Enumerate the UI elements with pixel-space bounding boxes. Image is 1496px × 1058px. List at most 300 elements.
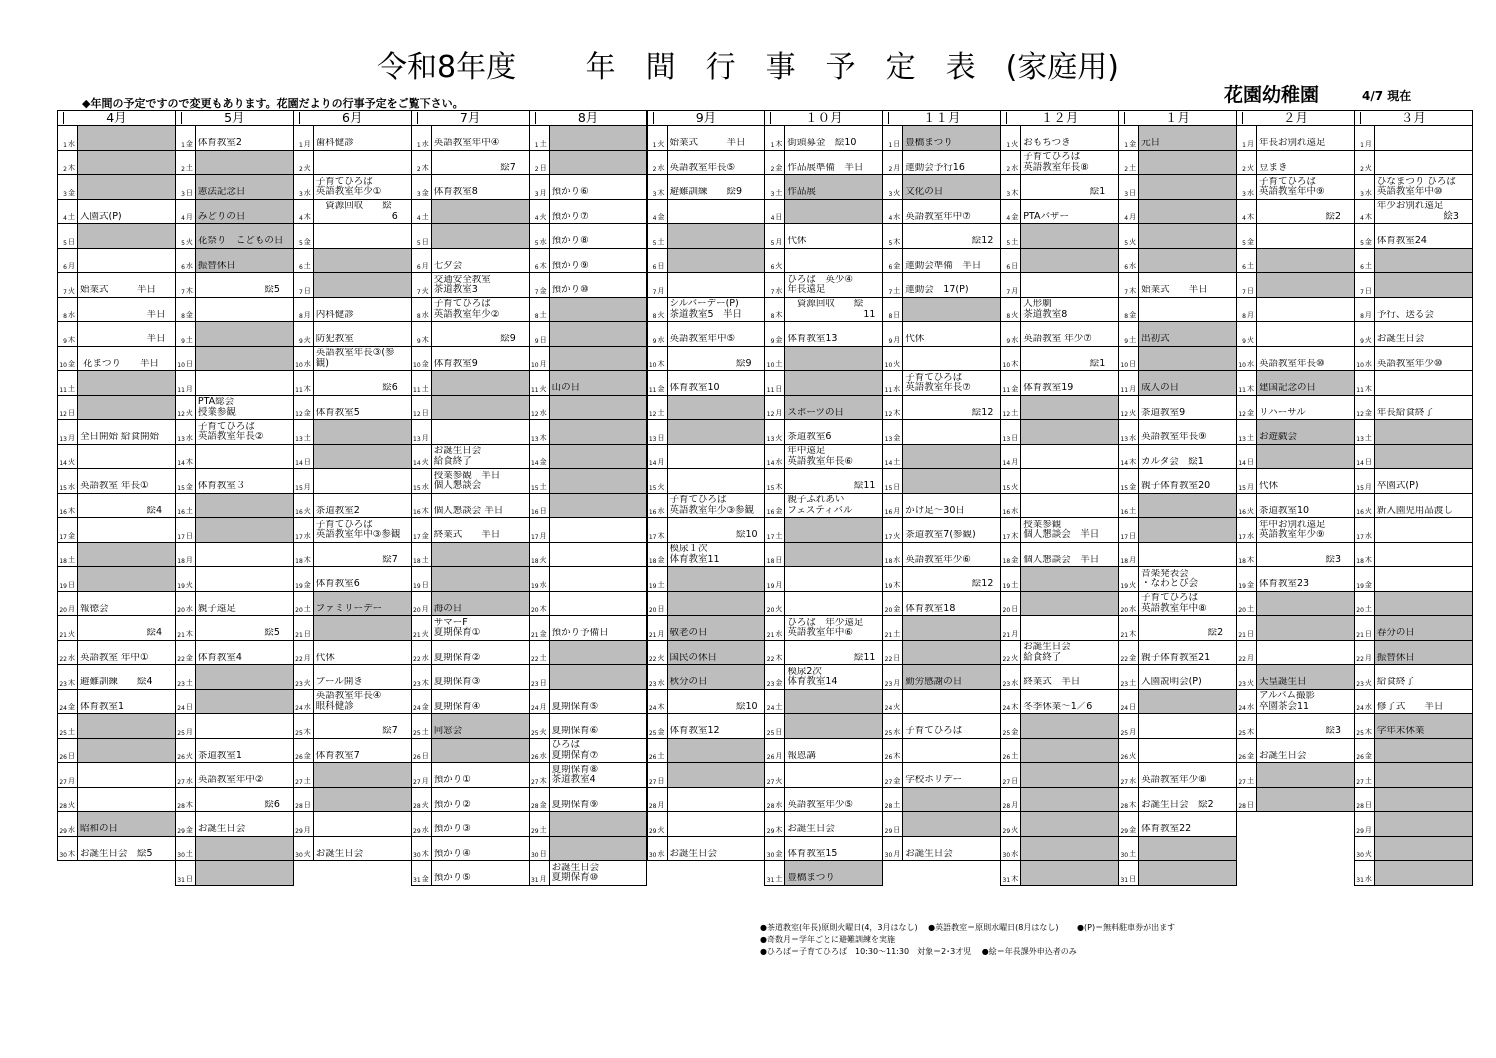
cell-divider: [784, 371, 785, 395]
day-cell: [175, 200, 294, 225]
day-of-week: 水: [68, 139, 75, 148]
day-cell: [1236, 641, 1355, 666]
day-cell: [882, 494, 1001, 519]
day-number: 25: [884, 729, 893, 737]
day-of-week: 土: [1364, 433, 1372, 442]
day-of-week: 木: [893, 237, 901, 246]
cell-divider: [195, 518, 196, 542]
day-of-week: 日: [657, 776, 665, 785]
day-number: 22: [59, 656, 67, 663]
day-of-week: 土: [893, 629, 901, 638]
day-number: 28: [884, 803, 893, 810]
day-of-week: 水: [303, 703, 311, 711]
day-cell: [647, 445, 766, 470]
day-of-week: 土: [421, 727, 429, 736]
holiday-shading: [432, 371, 529, 395]
day-cell: [293, 665, 412, 690]
day-of-week: 水: [1247, 188, 1254, 197]
holiday-shading: [1257, 249, 1354, 273]
day-number: 24: [530, 705, 539, 712]
cell-divider: [902, 518, 903, 542]
day-number: 4: [298, 215, 303, 222]
day-number: 27: [648, 778, 657, 786]
day-of-week: 日: [1129, 188, 1137, 197]
cell-divider: [1256, 249, 1257, 273]
day-number: 17: [1002, 533, 1011, 541]
day-of-week: 土: [893, 458, 901, 466]
day-number: 23: [530, 680, 539, 688]
cell-divider: [784, 445, 785, 469]
day-number: 29: [530, 827, 539, 835]
day-number: 30: [648, 852, 657, 859]
day-number: 23: [59, 680, 67, 688]
day-number: 24: [1356, 705, 1364, 712]
day-of-week: 火: [68, 801, 75, 809]
day-of-week: 日: [185, 703, 193, 711]
cell-divider: [1256, 175, 1257, 199]
day-cell: [293, 714, 412, 739]
cell-divider: [313, 224, 314, 248]
cell-divider: [77, 714, 78, 738]
event-text: 体育教室6: [315, 579, 360, 589]
cell-divider: [1374, 616, 1375, 640]
day-number: 29: [177, 827, 185, 835]
event-text: 夏期保育⑧ 茶道教室4: [551, 764, 599, 785]
day-cell: [882, 616, 1001, 641]
cell-divider: [549, 714, 550, 738]
cell-divider: [77, 494, 78, 518]
day-cell: [1000, 151, 1119, 176]
day-of-week: 水: [539, 580, 547, 589]
day-cell: [293, 469, 412, 494]
day-number: 1: [1242, 141, 1246, 149]
day-cell: [411, 690, 530, 715]
cell-divider: [667, 690, 668, 714]
cell-divider: [431, 298, 432, 322]
event-text: 交通安全教室 茶道教室3: [433, 274, 491, 295]
cell-divider: [667, 249, 668, 273]
day-of-week: 木: [1364, 384, 1372, 393]
cell-divider: [667, 543, 668, 567]
day-of-week: 木: [1247, 213, 1254, 221]
day-cell: [57, 200, 176, 225]
cell-divider: [784, 616, 785, 640]
cell-divider: [77, 298, 78, 322]
day-cell: [647, 665, 766, 690]
day-of-week: 土: [893, 286, 901, 295]
cell-divider: [195, 298, 196, 322]
day-of-week: 木: [657, 531, 665, 540]
day-cell: [1000, 469, 1119, 494]
day-number: 30: [766, 852, 775, 859]
day-of-week: 金: [421, 360, 429, 368]
event-text: 年中遠足 英語教室年長⑥: [787, 446, 853, 467]
day-number: 31: [177, 876, 185, 884]
cell-divider: [1138, 420, 1139, 444]
cell-divider: [195, 567, 196, 591]
day-number: 16: [648, 509, 657, 516]
day-cell: [882, 273, 1001, 298]
cell-divider: [667, 347, 668, 371]
day-of-week: 月: [1011, 458, 1019, 466]
cell-divider: [549, 371, 550, 395]
day-number: 26: [295, 754, 303, 761]
cell-divider: [784, 812, 785, 836]
day-of-week: 水: [1011, 507, 1019, 515]
day-cell: [293, 690, 412, 715]
holiday-shading: [1375, 592, 1472, 616]
day-of-week: 火: [303, 335, 311, 344]
event-text: 子育てひろば 英語教室年少③参観: [669, 495, 755, 516]
event-text: 絵4: [80, 628, 163, 638]
event-text: 修了式 半日: [1376, 701, 1444, 712]
cell-divider: [1020, 151, 1021, 175]
day-number: 24: [413, 705, 421, 712]
cell-divider: [1020, 445, 1021, 469]
cell-divider: [1020, 592, 1021, 616]
header-divider: [412, 112, 418, 124]
cell-divider: [902, 175, 903, 199]
day-number: 26: [413, 754, 421, 761]
day-cell: [647, 322, 766, 347]
day-number: 7: [1006, 288, 1011, 296]
day-cell: [1354, 861, 1473, 886]
event-text: 体育教室22: [1141, 824, 1192, 834]
day-number: 14: [59, 460, 67, 467]
day-number: 21: [530, 631, 539, 639]
day-of-week: 月: [657, 801, 665, 809]
month-header: [529, 110, 648, 126]
day-number: 2: [534, 166, 539, 173]
cell-divider: [1138, 641, 1139, 665]
cell-divider: [313, 175, 314, 199]
day-of-week: 火: [657, 482, 665, 491]
cell-divider: [1374, 249, 1375, 273]
day-number: 15: [1002, 484, 1011, 492]
day-number: 10: [413, 362, 421, 369]
day-cell: [764, 665, 883, 690]
day-number: 26: [1120, 754, 1129, 761]
day-of-week: 金: [68, 531, 75, 540]
day-of-week: 土: [1129, 678, 1137, 687]
day-cell: [764, 788, 883, 813]
cell-divider: [195, 396, 196, 420]
day-of-week: 土: [657, 409, 665, 417]
event-text: PTA総会 授業参観: [197, 397, 236, 418]
day-of-week: 木: [893, 409, 901, 417]
day-of-week: 土: [1247, 605, 1254, 613]
day-of-week: 土: [539, 311, 547, 319]
day-of-week: 土: [68, 556, 75, 564]
day-cell: [411, 543, 530, 568]
event-text: かけ足～30日: [905, 505, 965, 516]
cell-divider: [431, 445, 432, 469]
day-of-week: 月: [539, 703, 547, 711]
cell-divider: [549, 592, 550, 616]
day-of-week: 金: [68, 360, 75, 368]
day-of-week: 金: [1129, 482, 1137, 491]
holiday-shading: [785, 371, 882, 395]
day-number: 12: [177, 411, 185, 418]
day-cell: [175, 420, 294, 445]
cell-divider: [1138, 861, 1139, 885]
cell-divider: [1374, 861, 1375, 885]
cell-divider: [1020, 567, 1021, 591]
holiday-shading: [1139, 175, 1236, 199]
day-of-week: 土: [539, 654, 547, 662]
cell-divider: [1374, 151, 1375, 175]
cell-divider: [77, 616, 78, 640]
holiday-shading: [550, 298, 647, 322]
day-of-week: 金: [68, 188, 75, 197]
day-cell: [57, 151, 176, 176]
holiday-shading: [314, 763, 411, 787]
cell-divider: [77, 347, 78, 371]
cell-divider: [549, 224, 550, 248]
day-number: 18: [59, 558, 67, 565]
day-number: 25: [59, 729, 67, 737]
day-number: 14: [1238, 460, 1246, 467]
day-number: 10: [59, 362, 67, 369]
day-number: 8: [534, 313, 539, 320]
day-cell: [1118, 347, 1237, 372]
event-text: 預かり⑦: [551, 211, 589, 222]
cell-divider: [431, 494, 432, 518]
day-of-week: 木: [185, 801, 193, 809]
day-number: 27: [295, 778, 303, 786]
day-cell: [293, 420, 412, 445]
day-number: 30: [413, 852, 421, 859]
day-cell: [647, 592, 766, 617]
day-cell: [764, 469, 883, 494]
day-cell: [411, 665, 530, 690]
day-number: 28: [766, 803, 775, 810]
day-cell: [882, 788, 1001, 813]
day-cell: [1000, 788, 1119, 813]
day-number: 27: [177, 778, 185, 786]
day-cell: [764, 175, 883, 200]
event-text: 絵3: [1259, 554, 1342, 565]
day-cell: [411, 445, 530, 470]
day-cell: [57, 837, 176, 862]
day-number: 21: [648, 631, 657, 639]
day-cell: [57, 567, 176, 592]
school-name: 花園幼稚園: [1224, 84, 1320, 106]
day-cell: [411, 763, 530, 788]
day-number: 28: [413, 803, 421, 810]
day-number: 20: [1002, 607, 1011, 614]
day-cell: [647, 371, 766, 396]
day-of-week: 日: [1247, 458, 1254, 466]
event-text: 代休: [315, 652, 335, 663]
cell-divider: [195, 249, 196, 273]
holiday-shading: [1375, 445, 1472, 469]
month-label: ３月: [1400, 110, 1426, 125]
event-text: 海の日: [433, 603, 463, 614]
cell-divider: [1256, 224, 1257, 248]
cell-divider: [195, 739, 196, 763]
day-cell: [175, 371, 294, 396]
holiday-shading: [1139, 861, 1236, 885]
day-cell: [529, 861, 648, 886]
cell-divider: [313, 200, 314, 224]
cell-divider: [784, 861, 785, 885]
event-text: 絵4: [80, 505, 163, 516]
day-cell: [1236, 665, 1355, 690]
day-of-week: 土: [1011, 752, 1019, 760]
day-of-week: 日: [775, 727, 783, 736]
event-text: 学年末休業: [1376, 726, 1425, 736]
holiday-shading: [78, 175, 175, 199]
day-of-week: 木: [68, 335, 75, 344]
day-of-week: 金: [657, 213, 665, 221]
day-number: 4: [1360, 215, 1364, 222]
day-number: 17: [884, 533, 893, 541]
day-cell: [1236, 445, 1355, 470]
day-of-week: 土: [1247, 433, 1254, 442]
day-number: 16: [1002, 509, 1011, 516]
holiday-shading: [550, 494, 647, 518]
day-number: 30: [1120, 852, 1129, 859]
day-of-week: 金: [1364, 409, 1372, 417]
day-number: 30: [1002, 852, 1011, 859]
day-cell: [529, 298, 648, 323]
day-number: 19: [1120, 582, 1129, 590]
cell-divider: [1256, 298, 1257, 322]
cell-divider: [195, 175, 196, 199]
day-cell: [175, 469, 294, 494]
day-number: 25: [1356, 729, 1364, 737]
day-number: 26: [884, 754, 893, 761]
event-text: 夏期保育⑥: [551, 726, 599, 736]
month-label: 8月: [577, 110, 599, 125]
holiday-shading: [1375, 420, 1472, 444]
day-of-week: 水: [68, 825, 75, 834]
day-number: 20: [884, 607, 893, 614]
day-of-week: 金: [303, 580, 311, 589]
day-of-week: 月: [303, 825, 311, 834]
holiday-shading: [1139, 224, 1236, 248]
day-of-week: 月: [421, 776, 429, 785]
cell-divider: [667, 763, 668, 787]
cell-divider: [902, 273, 903, 297]
event-text: お誕生日会: [315, 848, 364, 859]
day-cell: [1000, 641, 1119, 666]
day-cell: [882, 665, 1001, 690]
day-number: 12: [884, 411, 893, 418]
cell-divider: [195, 861, 196, 885]
cell-divider: [313, 273, 314, 297]
cell-divider: [1374, 763, 1375, 787]
holiday-shading: [1375, 273, 1472, 297]
cell-divider: [1256, 396, 1257, 420]
event-text: 給食終了: [1376, 677, 1415, 687]
cell-divider: [667, 518, 668, 542]
day-number: 19: [530, 582, 539, 590]
day-cell: [1000, 714, 1119, 739]
event-text: 個人懇談会 半日: [433, 505, 504, 516]
day-cell: [529, 518, 648, 543]
day-of-week: 木: [539, 262, 547, 270]
day-cell: [529, 665, 648, 690]
cell-divider: [1138, 837, 1139, 861]
day-number: 27: [1120, 778, 1129, 786]
cell-divider: [784, 469, 785, 493]
header-divider: [294, 112, 300, 124]
day-of-week: 月: [1364, 311, 1372, 319]
cell-divider: [1138, 273, 1139, 297]
cell-divider: [195, 690, 196, 714]
day-cell: [1118, 592, 1237, 617]
cell-divider: [784, 690, 785, 714]
cell-divider: [1138, 371, 1139, 395]
day-of-week: 水: [421, 139, 429, 148]
event-text: 預かり⑥: [551, 187, 589, 197]
day-cell: [1118, 224, 1237, 249]
event-text: お誕生日会: [1376, 334, 1425, 344]
day-of-week: 木: [1247, 384, 1254, 393]
cell-divider: [667, 151, 668, 175]
event-text: スポーツの日: [787, 407, 845, 418]
event-text: 茶道教室10: [1259, 505, 1310, 516]
day-of-week: 木: [1129, 458, 1137, 466]
cell-divider: [431, 641, 432, 665]
day-of-week: 金: [893, 605, 901, 613]
cell-divider: [195, 347, 196, 371]
cell-divider: [195, 469, 196, 493]
day-number: 13: [530, 435, 539, 443]
notice-text: ◆年間の予定ですので変更もあります。花園だよりの行事予定をご覧下さい。: [82, 97, 464, 110]
day-number: 6: [1360, 264, 1364, 271]
cell-divider: [784, 494, 785, 518]
event-text: 出初式: [1141, 334, 1170, 344]
holiday-shading: [1257, 592, 1354, 616]
day-of-week: 木: [1247, 727, 1254, 736]
day-of-week: 火: [68, 458, 75, 466]
cell-divider: [549, 347, 550, 371]
cell-divider: [313, 420, 314, 444]
day-of-week: 木: [185, 458, 193, 466]
cell-divider: [549, 518, 550, 542]
day-number: 21: [1002, 631, 1011, 639]
day-number: 2: [63, 166, 67, 173]
day-of-week: 水: [1129, 433, 1137, 442]
cell-divider: [1020, 126, 1021, 150]
day-cell: [293, 592, 412, 617]
day-cell: [1354, 592, 1473, 617]
day-number: 10: [1120, 362, 1129, 369]
day-cell: [1118, 396, 1237, 421]
event-text: お誕生日会 給食終了: [1023, 642, 1071, 663]
day-of-week: 日: [775, 384, 783, 393]
day-number: 22: [1002, 656, 1011, 663]
day-of-week: 火: [1011, 482, 1019, 491]
holiday-shading: [432, 567, 529, 591]
cell-divider: [902, 224, 903, 248]
holiday-shading: [196, 322, 293, 346]
day-number: 13: [177, 435, 185, 443]
month-label: ２月: [1282, 110, 1308, 125]
day-cell: [293, 494, 412, 519]
day-of-week: 水: [185, 433, 193, 442]
day-of-week: 金: [893, 262, 901, 270]
cell-divider: [667, 714, 668, 738]
day-of-week: 土: [775, 188, 783, 197]
day-number: 4: [1242, 215, 1246, 222]
header-divider: [530, 112, 536, 124]
day-cell: [1354, 469, 1473, 494]
event-text: 学校ホリデー: [905, 775, 963, 785]
